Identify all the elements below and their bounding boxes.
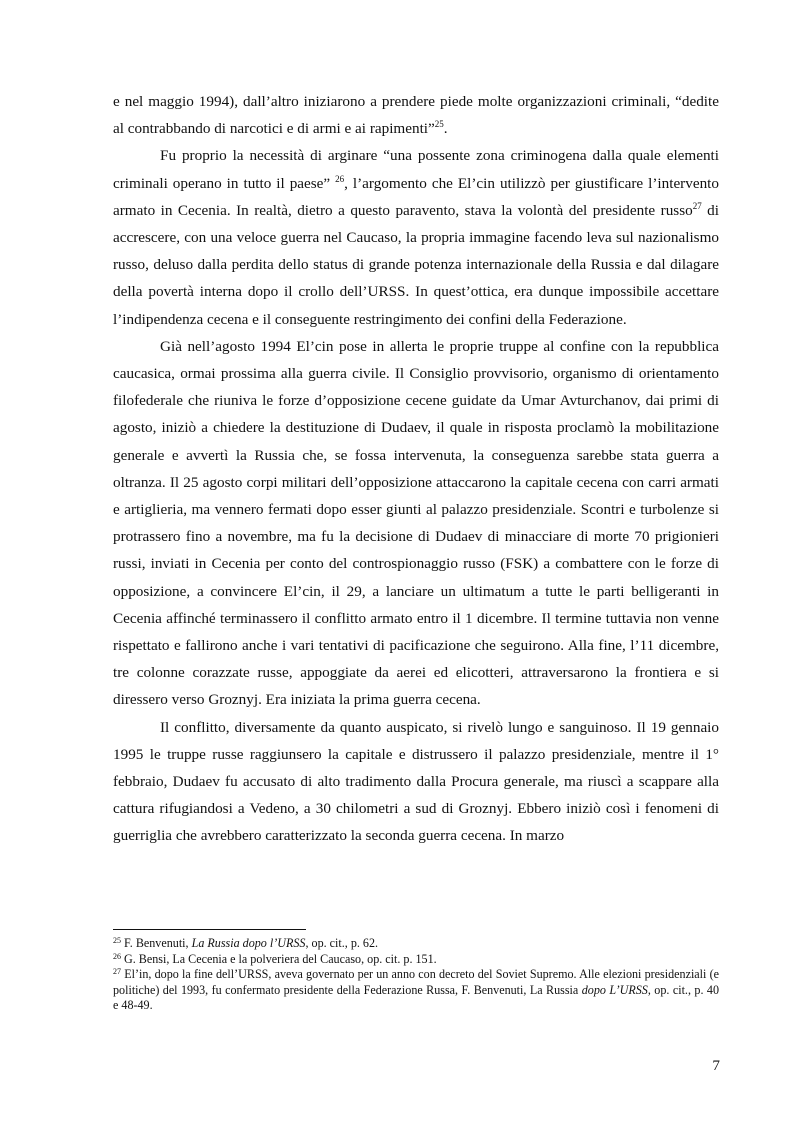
paragraph-1-text: e nel maggio 1994), dall’altro iniziarono a prendere piede molte organizzazioni criminali, “dedite al contrabbando di narcotici e di armi e ai rapimenti” <box>113 93 719 138</box>
paragraph-2-text-c: di accrescere, con una veloce guerra nel Caucaso, la propria immagine facendo leva sul nazionalismo russo, deluso dalla perdita dello status di grande potenza internazionale della Russia e dal dilagare della povertà interna dopo il crollo dell’URSS. In quest’ottica, era dunque impossibile accettare l’indipendenza cecena e il conseguente restringimento dei confini della Federazione. <box>113 201 719 328</box>
footnote-27 <box>113 967 719 1014</box>
footnote-ref-27[interactable]: 27 <box>692 200 702 211</box>
footnote-number: 26 <box>113 951 121 961</box>
footnote-italic-title: dopo L’URSS <box>581 982 648 997</box>
footnote-text: F. Benvenuti, <box>121 936 192 950</box>
footnote-26 <box>113 952 719 968</box>
paragraph-3: Già nell’agosto 1994 El’cin pose in allerta le proprie truppe al confine con la repubblica caucasica, ormai prossima alla guerra civile. Il Consiglio provvisorio, organismo di orientamento filofederale che riuniva le forze d’opposizione cecene guidate da Umar Avturchanov, dai primi di agosto, iniziò a chiedere la destituzione di Dudaev, il quale in risposta proclamò la mobilitazione generale e avvertì la Russia che, se fossa intervenuta, la conseguenza sarebbe stata guerra a oltranza. Il 25 agosto corpi militari dell’opposizione attaccarono la capitale cecena con carri armati e artiglieria, ma vennero fermati dopo esser giunti al palazzo presidenziale. Scontri e turbolenze si protrassero fino a novembre, ma fu la decisione di Dudaev di minacciare di morte 70 prigionieri russi, inviati in Cecenia per conto del controspionaggio russo (FSK) a combattere con le forze di opposizione, a convincere El’cin, il 29, a lanciare un ultimatum a tutte le parti belligeranti in Cecenia affinché terminassero il conflitto armato entro il 1 dicembre. Il termine tuttavia non venne rispettato e fallirono anche i vari tentativi di pacificazione che seguirono. Alla fine, l’11 dicembre, tre colonne corazzate russe, appoggiate da aerei ed elicotteri, attraversarono la frontiera e si diressero verso Groznyj. Era iniziata la prima guerra cecena. <box>113 337 719 709</box>
footnote-text: G. Bensi, La Cecenia e la polveriera del Caucaso, op. cit. p. 151. <box>121 951 437 966</box>
paragraph-2 <box>113 142 719 332</box>
paragraph-1 <box>113 88 719 142</box>
footnote-text: El’in, dopo la fine dell’URSS, aveva governato per un anno con decreto del Soviet Supremo. Alle elezioni presidenziali (e politiche) del 1993, fu confermato presidente della Federazione Russa, F. Benvenuti, La Russia <box>113 967 719 997</box>
footnote-ref-25[interactable]: 25 <box>434 119 444 130</box>
footnote-25 <box>113 936 719 952</box>
footnote-ref-26[interactable]: 26 <box>335 173 345 184</box>
footnote-text-end: , op. cit., p. 62. <box>305 936 379 950</box>
page-number: 7 <box>712 1057 720 1074</box>
paragraph-1-end: . <box>443 120 448 138</box>
footnote-number: 25 <box>113 936 121 945</box>
footnote-number: 27 <box>113 967 121 976</box>
footnotes <box>113 936 719 1014</box>
paragraph-2-text-b: , l’argomento che El’cin utilizzò per giustificare l’intervento armato in Cecenia. In realtà, dietro a questo paravento, stava la volontà del presidente russo <box>113 174 719 219</box>
page-body <box>113 88 719 850</box>
paragraph-2-text-a: Fu proprio la necessità di arginare “una possente zona criminogena dalla quale elementi criminali operano in tutto il paese” <box>113 147 719 192</box>
footnote-italic-title: La Russia dopo l’URSS <box>191 936 306 950</box>
paragraph-4: Il conflitto, diversamente da quanto auspicato, si rivelò lungo e sanguinoso. Il 19 gennaio 1995 le truppe russe raggiunsero la capitale e distrussero il palazzo presidenziale, mentre il 1° febbraio, Dudaev fu accusato di alto tradimento dalla Procura generale, ma riuscì a scappare alla cattura rifugiandosi a Vedeno, a 30 chilometri a sud di Groznyj. Ebbero iniziò così i fenomeni di guerriglia che avrebbero caratterizzato la seconda guerra cecena. In marzo <box>113 718 719 845</box>
footnote-separator <box>113 929 306 930</box>
footnote-text-end: , op. cit., p. 40 e 48-49. <box>113 982 719 1012</box>
